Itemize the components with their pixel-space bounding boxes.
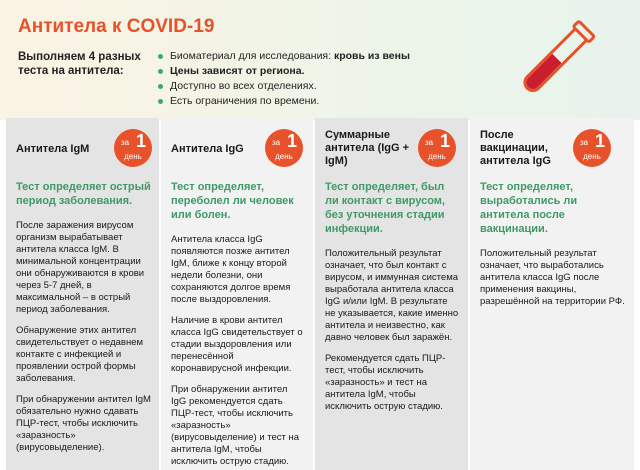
card-highlight: Тест определяет острый период заболевания.: [16, 181, 151, 207]
bullet-item: Биоматериал для исследования: кровь из вены: [158, 49, 410, 64]
page-title: Антитела к COVID-19: [18, 16, 215, 37]
card-title: Антитела IgG: [171, 143, 244, 155]
duration-badge: за 1 день: [418, 129, 456, 167]
test-card-igm: [6, 118, 159, 470]
test-card-igg: [161, 118, 313, 470]
bullet-item: Есть ограничения по времени.: [158, 94, 410, 109]
card-body: Положительный результат означает, что выработались антитела класса IgG после применения вакцины, разрешённой на территории РФ.: [480, 248, 625, 307]
card-highlight: Тест определяет, переболел ли человек или болен.: [171, 181, 294, 221]
test-card-vaccination: [470, 118, 634, 470]
card-highlight: Тест определяет, был ли контакт с вирусом, без уточнения стадии инфекции.: [325, 181, 445, 235]
duration-badge: за 1 день: [265, 129, 303, 167]
info-bullets: [158, 49, 410, 109]
bullet-dot-icon: [158, 69, 163, 74]
test-card-total: [315, 118, 468, 470]
bullet-item: Цены зависят от региона.: [158, 64, 410, 79]
card-body: Положительный результат означает, что был контакт с вирусом, и иммунная система выработала антитела класса IgG и/или IgM. В результате не указывается, какие именно антитела и неизвестно, как давно человек был заражён. Рекомендуется сдать ПЦР-тест, чтобы исключить «заразность» и тест на антитела IgM, чтобы исключить острую стадию.: [325, 248, 459, 412]
card-body: После заражения вирусом организм вырабатывает антитела класса IgM. В минимальной концентрации они обнаруживаются в крови через 5-7 дней, в максимальной – в острый период заболевания. Обнаружение этих антител свидетельствует о недавнем контакте с инфекцией и проявлении острой формы заболевания. При обнаружении антител IgM обязательно нужно сдавать ПЦР-тест, чтобы исключить «заразность» (вирусовыделение).: [16, 220, 151, 453]
card-title: Суммарные антитела (IgG + IgM): [325, 129, 410, 167]
test-tube-icon: [500, 12, 605, 112]
duration-badge: за 1 день: [573, 129, 611, 167]
duration-badge: за 1 день: [114, 129, 152, 167]
bullet-dot-icon: [158, 54, 163, 59]
card-body: Антитела класса IgG появляются позже антител IgM, ближе к концу второй недели болезни, они сохраняются долгое время после выздоровления. Наличие в крови антител класса IgG свидетельствует о стадии выздоровления или перенесённой коронавирусной инфекции. При обнаружении антител IgG рекомендуется сдать ПЦР-тест, чтобы исключить «заразность» (вирусовыделение) и тест на антитела IgM, чтобы исключить острую стадию.: [171, 234, 303, 467]
bullet-dot-icon: [158, 84, 163, 89]
bullet-item: Доступно во всех отделениях.: [158, 79, 410, 94]
bullet-dot-icon: [158, 99, 163, 104]
lead-text: Выполняем 4 разных теста на антитела:: [18, 51, 141, 77]
card-title: Антитела IgM: [16, 143, 90, 155]
header-banner: [0, 0, 640, 120]
card-title: После вакцинации, антитела IgG: [480, 129, 551, 167]
card-highlight: Тест определяет, выработались ли антитела после вакцинации.: [480, 181, 578, 235]
